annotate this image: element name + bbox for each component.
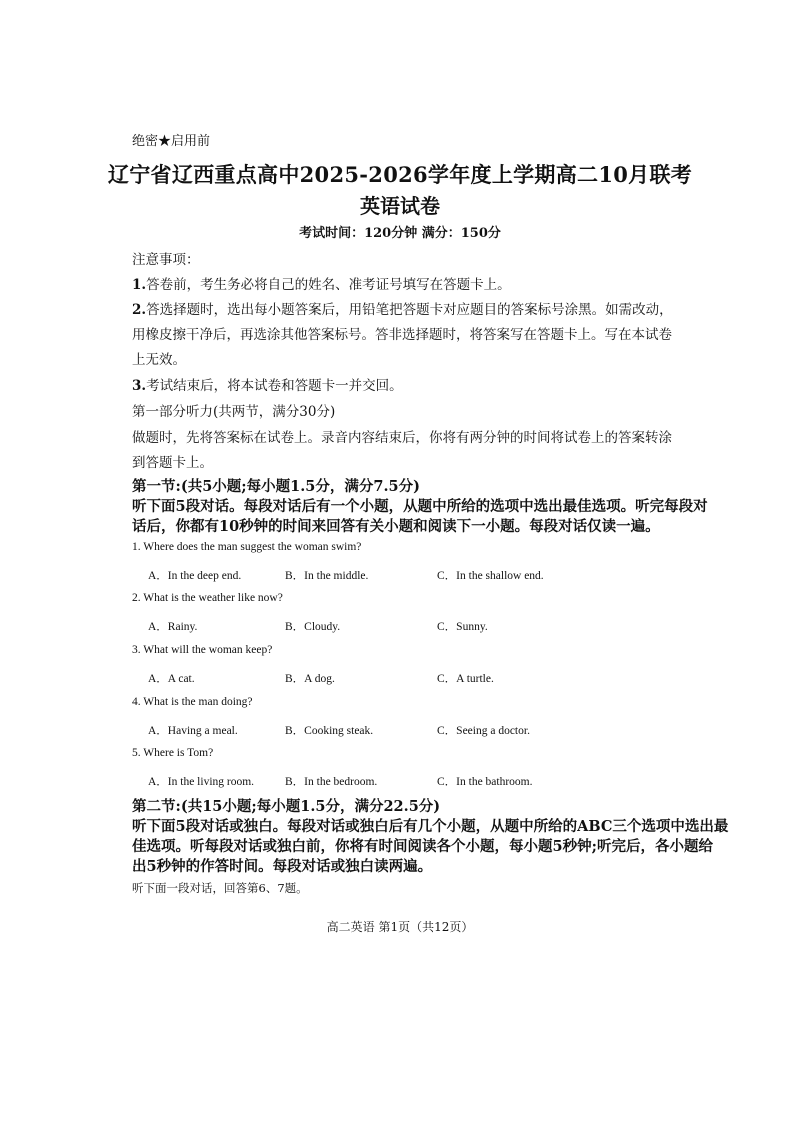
question-3-option-c: C．A turtle. (437, 673, 494, 685)
exam-subtitle: 英语试卷 (360, 194, 440, 218)
question-4-option-c: C．Seeing a doctor. (437, 725, 530, 737)
section2-intro-line-3: 出5秒钟的作答时间。每段对话或独白读两遍。 (132, 858, 433, 875)
exam-time-info: 考试时间：120分钟 满分：150分 (299, 226, 501, 241)
part1-heading: 第一部分听力(共两节，满分30分) (132, 404, 336, 420)
note-item-3 (132, 374, 403, 394)
note-item-3-number: 3. (132, 378, 147, 394)
question-2-option-a: A．Rainy. (148, 621, 198, 633)
page-footer: 高二英语 第1页（共12页） (326, 920, 474, 934)
note-item-2-line-3: 上无效。 (132, 352, 186, 368)
section2-heading: 第二节:(共15小题;每小题1.5分，满分22.5分) (132, 798, 441, 815)
question-4-option-b: B．Cooking steak. (285, 725, 374, 737)
section2-intro-line-1: 听下面5段对话或独白。每段对话或独白后有几个小题，从题中所给的ABC三个选项中选出最 (132, 818, 729, 835)
question-2-option-c: C．Sunny. (437, 621, 488, 633)
question-4: 4. What is the man doing? (132, 696, 253, 708)
question-2: 2. What is the weather like now? (132, 592, 283, 604)
note-item-1-number: 1. (132, 277, 147, 293)
section1-intro-line-2: 话后，你都有10秒钟的时间来回答有关小题和阅读下一小题。每段对话仅读一遍。 (132, 518, 660, 535)
note-item-2-text: 答选择题时，选出每小题答案后，用铅笔把答题卡对应题目的答案标号涂黑。如需改动， (146, 302, 673, 318)
note-item-1 (132, 273, 511, 293)
question-3-option-a: A．A cat. (148, 673, 195, 685)
question-5-option-c: C．In the bathroom. (437, 776, 533, 788)
question-1: 1. Where does the man suggest the woman swim? (132, 541, 362, 553)
note-item-3-text: 考试结束后，将本试卷和答题卡一并交回。 (146, 378, 403, 394)
question-1-option-c: C．In the shallow end. (437, 570, 544, 582)
section1-intro-line-1: 听下面5段对话。每段对话后有一个小题，从题中所给的选项中选出最佳选项。听完每段对 (132, 498, 708, 515)
question-2-option-b: B．Cloudy. (285, 621, 341, 633)
question-5-option-a: A．In the living room. (148, 776, 255, 788)
question-3: 3. What will the woman keep? (132, 644, 273, 656)
question-1-option-a: A．In the deep end. (148, 570, 242, 582)
note-item-2-line-2: 用橡皮擦干净后，再选涂其他答案标号。答非选择题时，将答案写在答题卡上。写在本试卷 (132, 327, 672, 343)
secret-mark: 绝密★启用前 (132, 134, 211, 149)
part1-intro-line-1: 做题时，先将答案标在试卷上。录音内容结束后，你将有两分钟的时间将试卷上的答案转涂 (132, 430, 672, 446)
note-item-2-number: 2. (132, 302, 147, 318)
section2-next-instruction: 听下面一段对话，回答第6、7题。 (132, 881, 308, 895)
part1-intro-line-2: 到答题卡上。 (132, 455, 213, 471)
question-5-option-b: B．In the bedroom. (285, 776, 378, 788)
question-5: 5. Where is Tom? (132, 747, 214, 759)
exam-title: 辽宁省辽西重点高中2025-2026学年度上学期高二10月联考 (107, 162, 693, 187)
question-3-option-b: B．A dog. (285, 673, 335, 685)
notes-heading: 注意事项： (132, 252, 200, 268)
question-1-option-b: B．In the middle. (285, 570, 369, 582)
note-item-2-line-1 (132, 298, 673, 318)
section2-intro-line-2: 佳选项。听每段对话或独白前，你将有时间阅读各个小题，每小题5秒钟;听完后，各小题给 (132, 838, 713, 855)
note-item-1-text: 答卷前，考生务必将自己的姓名、准考证号填写在答题卡上。 (146, 277, 511, 293)
question-4-option-a: A．Having a meal. (148, 725, 238, 737)
section1-heading: 第一节:(共5小题;每小题1.5分，满分7.5分) (132, 478, 420, 495)
